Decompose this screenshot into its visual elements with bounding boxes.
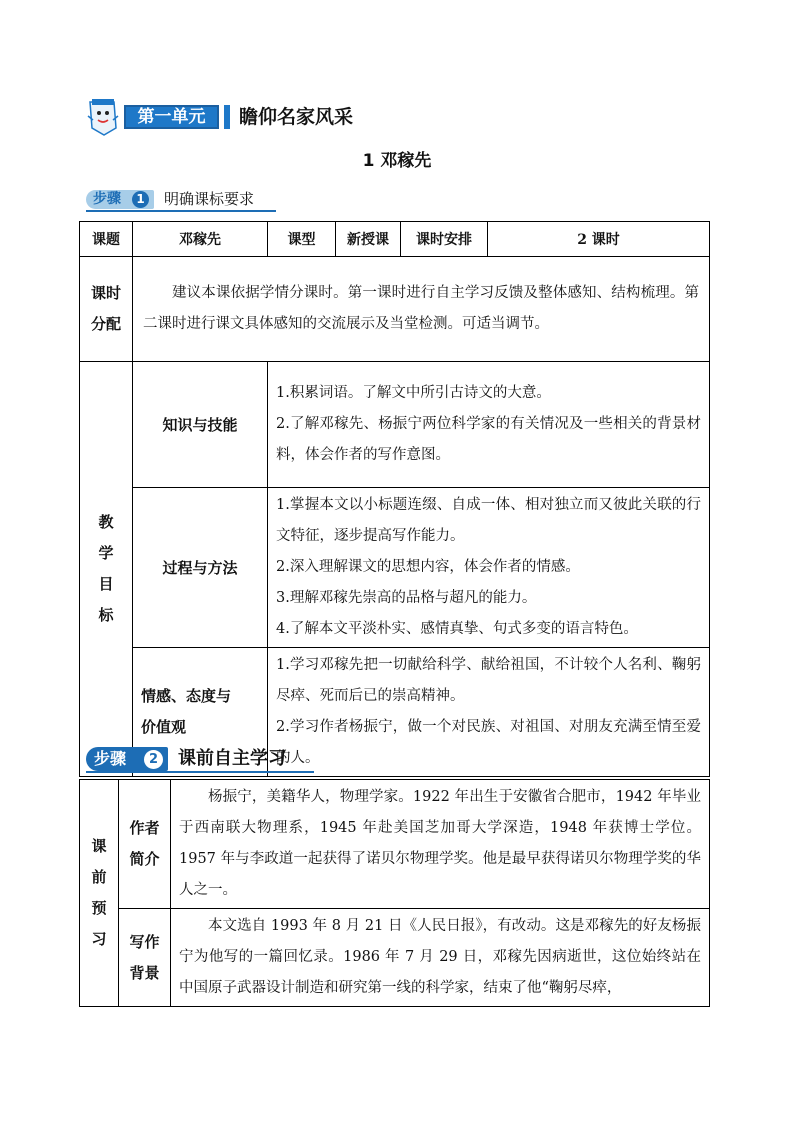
- author-label-line2: 简介: [129, 850, 160, 868]
- goal-item: 3.理解邓稼先崇高的品格与超凡的能力。: [276, 590, 537, 606]
- goal-text-process: [268, 488, 710, 648]
- step1-underline: [86, 210, 276, 212]
- preview-side-label: [80, 780, 119, 1007]
- header-schedule-value: 2 课时: [488, 222, 710, 257]
- schedule-label: [80, 257, 133, 362]
- header-type-value: 新授课: [336, 222, 401, 257]
- pencil-mascot-icon: [84, 98, 122, 136]
- goal-text-values: [268, 648, 710, 777]
- goal-label-knowledge: 知识与技能: [133, 362, 268, 488]
- author-label: [119, 780, 171, 909]
- goal-item: 1.积累词语。了解文中所引古诗文的大意。: [276, 385, 551, 401]
- background-text: 本文选自 1993 年 8 月 21 日《人民日报》，有改动。这是邓稼先的好友杨振宁为他写的一篇回忆录。1986 年 7 月 29 日，邓稼先因病逝世，这位始终站在中国原子武器设计制造和研究第一线的科学家，结束了他“鞠躬尽瘁，: [171, 909, 710, 1007]
- header-topic-label: 课题: [80, 222, 133, 257]
- step2-label: 课前自主学习: [178, 748, 286, 769]
- goal-label-values-line2: 价值观: [141, 718, 187, 736]
- goal-label-values-line1: 情感、态度与: [141, 687, 232, 705]
- goal-text-knowledge: [268, 362, 710, 488]
- preview-side-char: 课: [91, 837, 107, 855]
- background-label-line1: 写作: [129, 932, 160, 951]
- schedule-text: 建议本课依据学情分课时。第一课时进行自主学习反馈及整体感知、结构梳理。第二课时进行课文具体感知的交流展示及当堂检测。可适当调节。: [133, 257, 710, 362]
- background-label: [119, 909, 171, 1007]
- unit-header: [84, 98, 404, 134]
- goals-label-char: 目: [98, 575, 114, 593]
- schedule-row: [80, 257, 710, 362]
- step2-number: 2: [144, 750, 163, 769]
- goal-row-knowledge: [80, 362, 710, 488]
- author-text: 杨振宁，美籍华人，物理学家。1922 年出生于安徽省合肥市，1942 年毕业于西南联大物理系，1945 年赴美国芝加哥大学深造，1948 年获博士学位。1957 年与李政道一起获得了诺贝尔物理学奖。他是最早获得诺贝尔物理学奖的华人之一。: [171, 780, 710, 909]
- step2-banner: [86, 745, 316, 773]
- goal-item: 2.学习作者杨振宁，做一个对民族、对祖国、对朋友充满至情至爱的人。: [276, 719, 701, 766]
- goals-label: [80, 362, 133, 777]
- step2-badge: 步骤: [86, 747, 168, 771]
- lesson-title: 1 邓稼先: [362, 151, 432, 171]
- goal-row-process: [80, 488, 710, 648]
- goals-label-char: 学: [98, 544, 114, 562]
- unit-name: 瞻仰名家风采: [239, 106, 354, 128]
- step1-badge: 步骤: [86, 190, 154, 209]
- goal-item: 1.掌握本文以小标题连缀、自成一体、相对独立而又彼此关联的行文特征，逐步提高写作能力。: [276, 497, 701, 544]
- goal-item: 2.深入理解课文的思想内容，体会作者的情感。: [276, 559, 580, 575]
- preview-table: [79, 779, 710, 1007]
- preview-side-char: 习: [91, 930, 107, 948]
- goals-label-char: 标: [98, 606, 114, 624]
- header-schedule-label: 课时安排: [401, 222, 488, 257]
- schedule-label-line2: 分配: [90, 315, 121, 333]
- goal-item: 1.学习邓稼先把一切献给科学、献给祖国，不计较个人名利、鞠躬尽瘁、死而后已的崇高精神。: [276, 657, 701, 704]
- step1-label: 明确课标要求: [164, 190, 255, 208]
- preview-row-background: [80, 909, 710, 1007]
- unit-divider: [224, 105, 230, 129]
- step2-underline: [86, 771, 314, 773]
- preview-row-author: [80, 780, 710, 909]
- step1-number: 1: [132, 191, 149, 208]
- goal-item: 2.了解邓稼先、杨振宁两位科学家的有关情况及一些相关的背景材料，体会作者的写作意图。: [276, 416, 701, 463]
- unit-label: 第一单元: [124, 105, 219, 129]
- author-label-line1: 作者: [129, 819, 160, 837]
- table-header-row: [80, 222, 710, 257]
- background-label-line2: 背景: [129, 963, 160, 982]
- goal-label-process: 过程与方法: [133, 488, 268, 648]
- preview-side-char: 预: [91, 899, 107, 917]
- goal-item: 4.了解本文平淡朴实、感情真挚、句式多变的语言特色。: [276, 621, 638, 637]
- preview-side-char: 前: [91, 868, 107, 886]
- schedule-label-line1: 课时: [90, 284, 121, 302]
- header-topic-value: 邓稼先: [133, 222, 268, 257]
- goals-label-char: 教: [98, 513, 114, 531]
- header-type-label: 课型: [268, 222, 336, 257]
- curriculum-table: [79, 221, 710, 777]
- step1-banner: [86, 188, 276, 212]
